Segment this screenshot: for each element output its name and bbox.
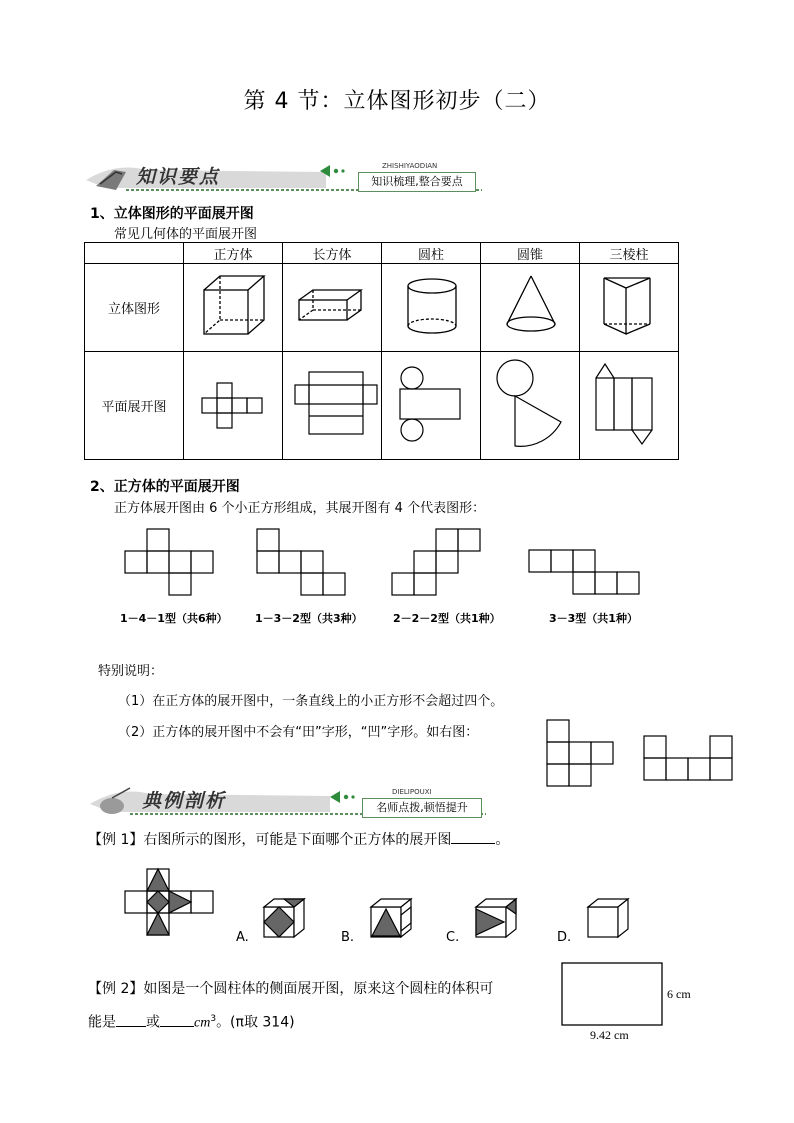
arrow-left-icon [330, 790, 360, 804]
net-caption: 1－3－2型（共3种） [255, 612, 363, 625]
answer-blank[interactable] [451, 843, 495, 844]
net-caption: 2－2－2型（共1种） [393, 612, 501, 625]
cube-figure [184, 264, 282, 347]
cylinder-net-figure [382, 352, 480, 455]
banner-subtitle: DIELIPOUXI [392, 788, 432, 796]
section-heading: 2、正方体的平面展开图 [90, 479, 240, 495]
note-item: （1）在正方体的展开图中，一条直线上的小正方形不会超过四个。 [118, 694, 504, 709]
prism-net-cell [580, 352, 679, 460]
example-text: 或 [146, 1014, 160, 1031]
section-heading: 1、立体图形的平面展开图 [90, 206, 254, 222]
table-header-cell: 正方体 [184, 243, 283, 264]
example-1-question [88, 829, 509, 849]
example-text: 能是 [88, 1014, 116, 1031]
note-title: 特别说明： [98, 664, 164, 679]
cube-drawing-cell [184, 264, 283, 352]
cylinder-net-cell [382, 352, 481, 460]
option-b-label: B. [341, 930, 355, 945]
cone-figure [481, 264, 579, 347]
cylinder-figure [382, 264, 480, 347]
cone-net-cell [481, 352, 580, 460]
prism-drawing-cell [580, 264, 679, 352]
table-header-cell: 圆柱 [382, 243, 481, 264]
table-header-cell: 长方体 [283, 243, 382, 264]
option-b-cube[interactable] [369, 897, 413, 941]
cone-net-figure [481, 352, 579, 455]
option-a-cube[interactable] [262, 897, 306, 941]
net-caption: 1－4－1型（共6种） [120, 612, 228, 625]
table-header-cell: 圆锥 [481, 243, 580, 264]
section-banner-examples [90, 782, 486, 822]
cube-net-cell [184, 352, 283, 460]
section-intro: 正方体展开图由 6 个小正方形组成，其展开图有 4 个代表图形： [114, 501, 486, 516]
example-text: 右图所示的图形，可能是下面哪个正方体的展开图 [143, 832, 452, 848]
solids-table [84, 242, 679, 460]
row-label-solid: 立体图形 [85, 264, 184, 352]
banner-subtitle: ZHISHIYAODIAN [382, 162, 438, 170]
height-label: 6 cm [667, 987, 691, 1001]
option-c-label: C. [446, 930, 460, 945]
invalid-net-tian-figure [547, 720, 617, 788]
note-item: （2）正方体的展开图中不会有“田”字形，“凹”字形。如右图： [118, 725, 479, 740]
cylinder-drawing-cell [382, 264, 481, 352]
invalid-net-ao-figure [644, 736, 736, 784]
unit-label: cm [194, 1015, 211, 1031]
net-3-3-figure [529, 548, 641, 598]
net-1-3-2-figure [257, 527, 347, 597]
banner-chip: 名师点拨,顿悟提升 [362, 798, 482, 818]
example-end: 。 [495, 832, 510, 848]
option-a-label: A. [236, 930, 249, 945]
banner-heading: 典例剖析 [142, 790, 227, 812]
example-label: 【例 1】 [88, 832, 144, 848]
prism-net-figure [580, 352, 678, 455]
cuboid-net-figure [283, 352, 381, 455]
net-1-4-1-figure [125, 527, 215, 597]
example-text: 如图是一个圆柱体的侧面展开图，原来这个圆柱的体积可 [143, 981, 494, 997]
option-c-cube[interactable] [474, 897, 518, 941]
prism-figure [580, 264, 678, 347]
row-label-net: 平面展开图 [85, 352, 184, 460]
cuboid-figure [283, 264, 381, 347]
option-d-cube[interactable] [586, 897, 630, 941]
banner-heading: 知识要点 [136, 166, 221, 188]
cone-drawing-cell [481, 264, 580, 352]
net-2-2-2-figure [392, 527, 482, 597]
net-caption: 3－3型（共1种） [549, 612, 638, 625]
width-label: 9.42 cm [590, 1028, 629, 1042]
cube-net-figure [184, 352, 282, 455]
page-title: 第 4 节：立体图形初步（二） [243, 89, 551, 114]
unit-exponent: 3 [210, 1014, 217, 1024]
arrow-left-icon [320, 164, 350, 178]
example-label: 【例 2】 [88, 981, 144, 997]
answer-blank[interactable] [116, 1026, 146, 1027]
section-banner-knowledge [86, 158, 482, 198]
cuboid-drawing-cell [283, 264, 382, 352]
answer-blank[interactable] [160, 1026, 194, 1027]
cuboid-net-cell [283, 352, 382, 460]
table-header-cell [85, 243, 184, 264]
table-header-cell: 三棱柱 [580, 243, 679, 264]
example-2-question [88, 974, 558, 1039]
banner-chip: 知识梳理,整合要点 [358, 172, 476, 192]
cylinder-lateral-rectangle [561, 962, 663, 1026]
section-intro: 常见几何体的平面展开图 [114, 227, 258, 242]
option-d-label: D. [557, 930, 572, 945]
example-1-net-figure [125, 868, 215, 938]
example-text: 。(π取 314) [216, 1014, 295, 1031]
